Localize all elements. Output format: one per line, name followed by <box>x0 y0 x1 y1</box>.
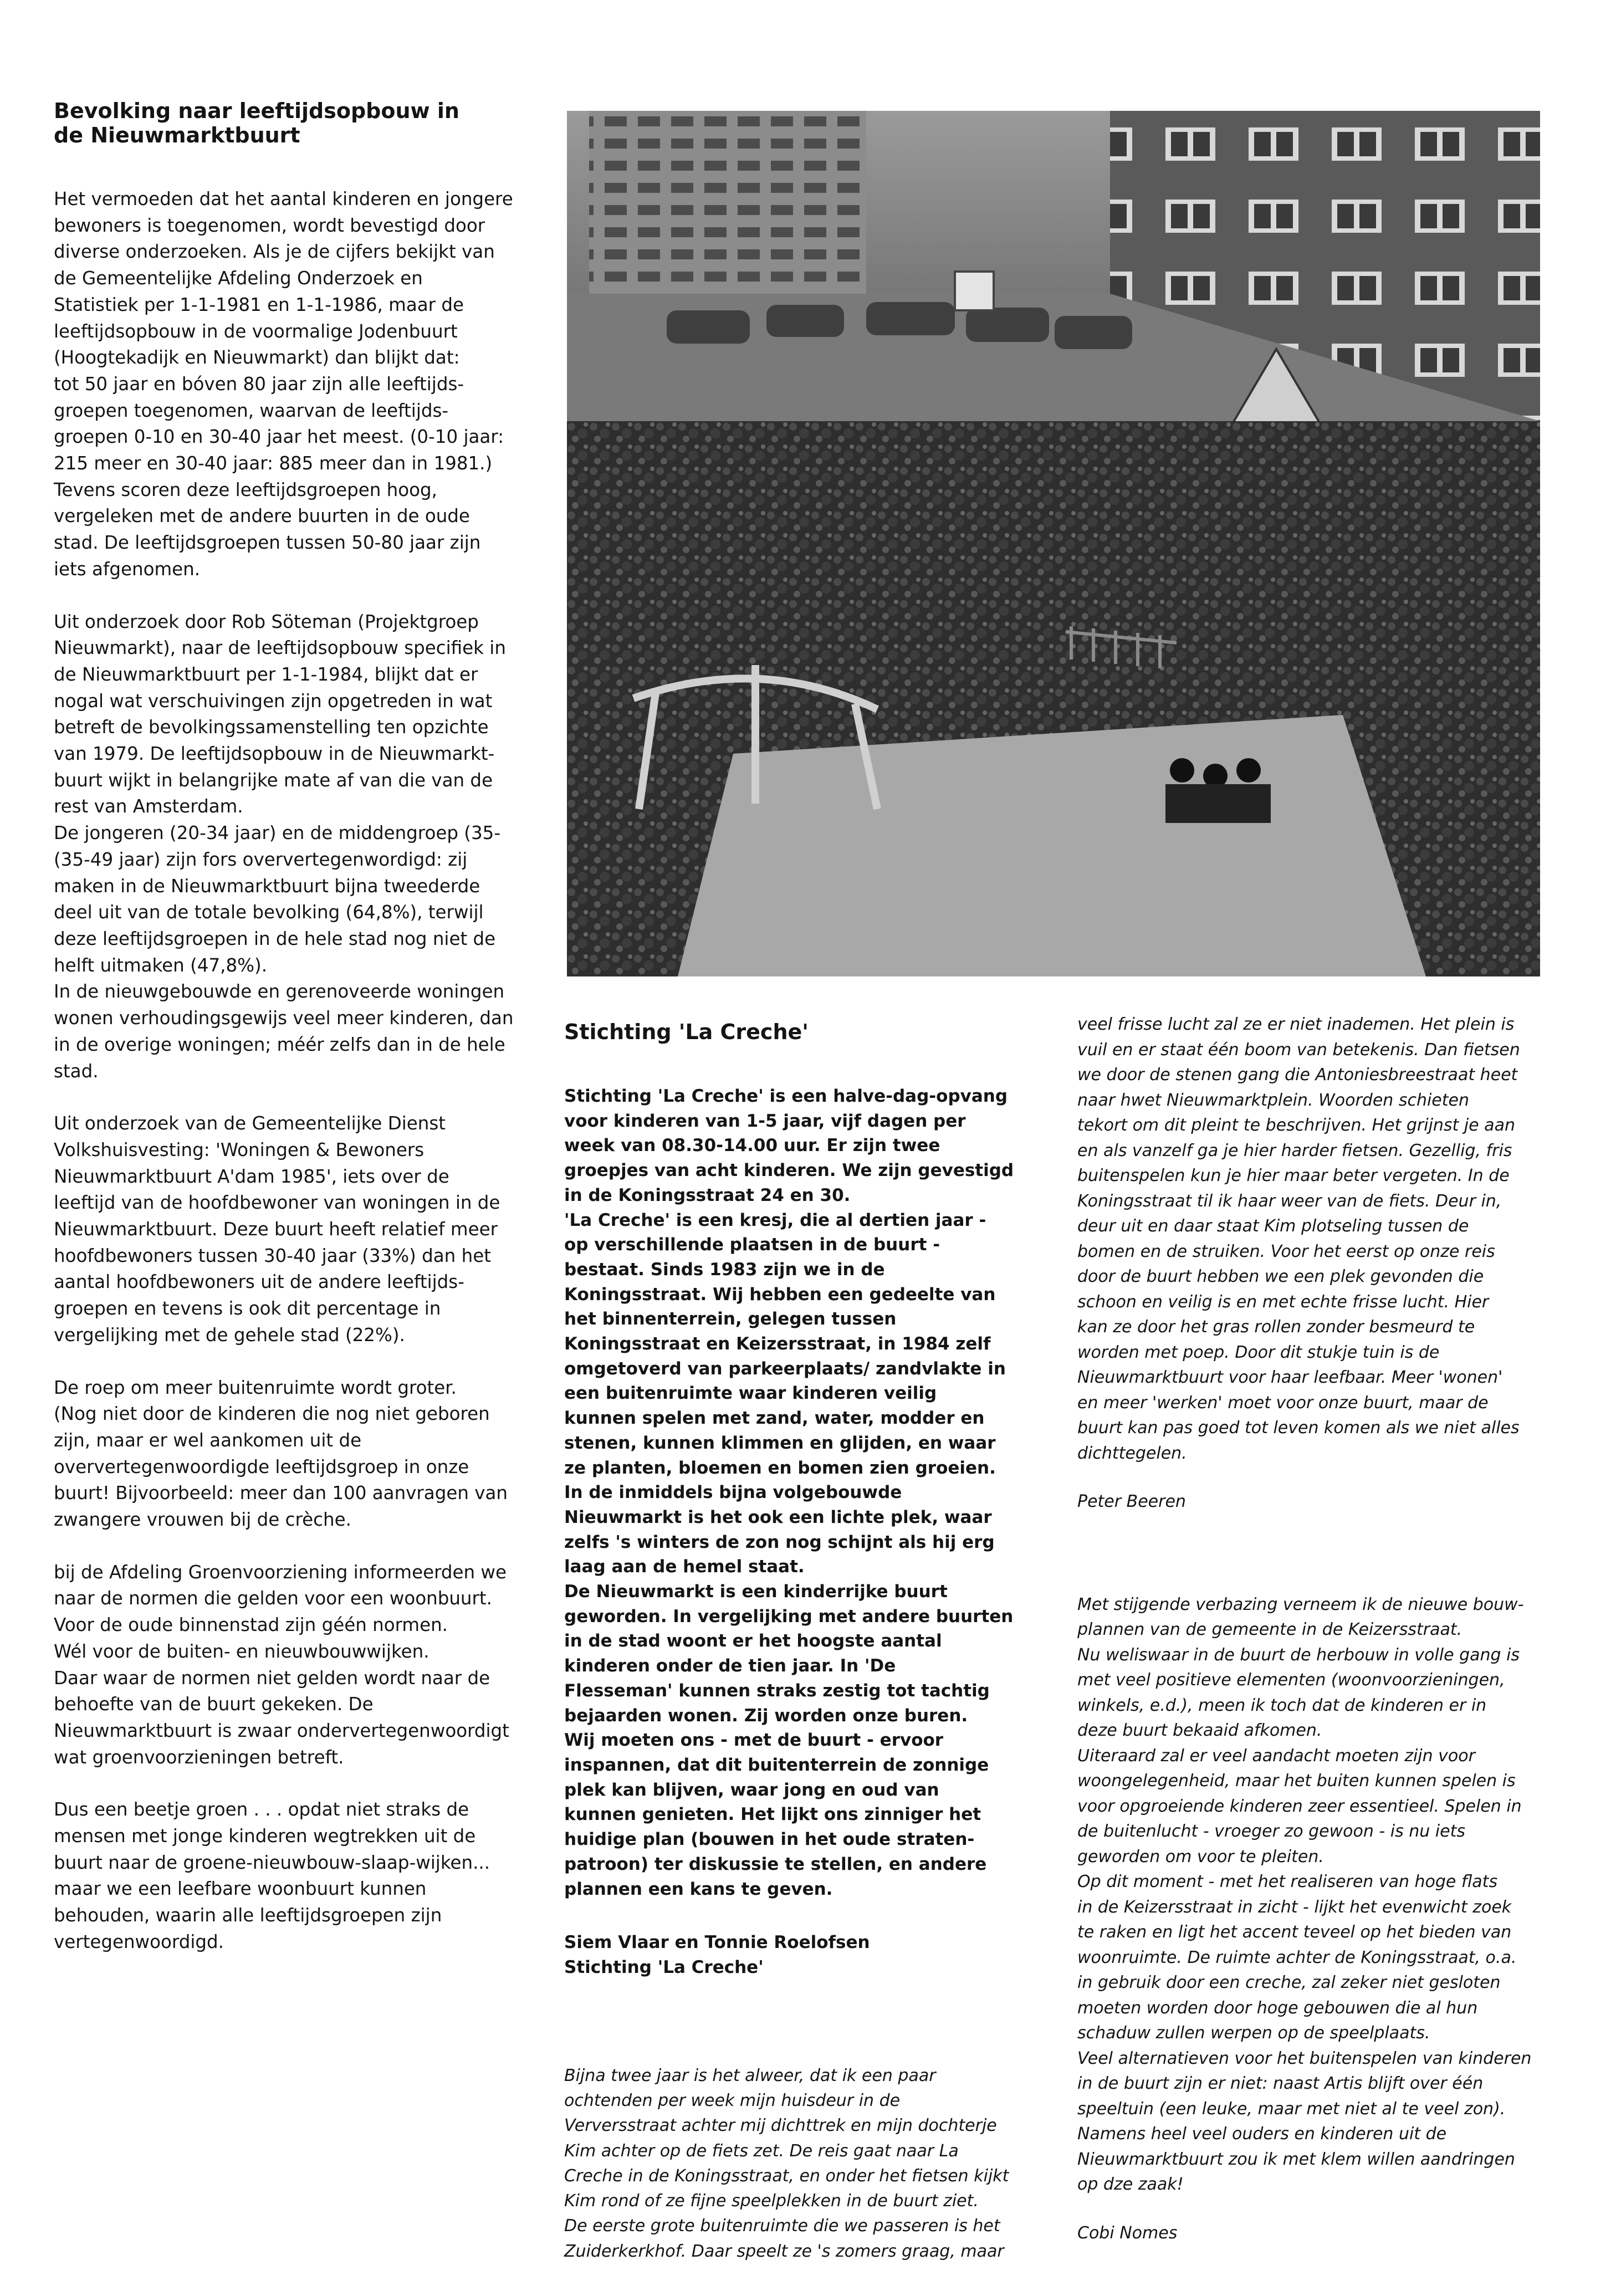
cobi-letter-body: Met stijgende verbazing verneem ik de nieuwe bouw- plannen van de gemeente in de Keizersstraat. Nu weliswaar in de buurt de herbouw in volle gang is met veel positieve elementen (woonvoorzieningen, winkels, e.d.), meen ik toch dat de kinderen er in deze buurt bekaaid afkomen. Uiteraard zal er veel aandacht moeten zijn voor woongelegenheid, maar het buiten kunnen spelen is voor opgroeiende kinderen zeer essentieel. Spelen in de buitenlucht - vroeger zo gewoon - is nu iets geworden om voor te pleiten. Op dit moment - met het realiseren van hoge flats in de Keizersstraat in zicht - lijkt het evenwicht zoek te raken en ligt het accent teveel op het bieden van woonruimte. De ruimte achter de Koningsstraat, o.a. in gebruik door een creche, zal zeker niet gesloten moeten worden door hoge gebouwen die al hun schaduw zullen werpen op de speelplaats. Veel alternatieven voor het buitenspelen van kinderen in de buurt zijn er niet: naast Artis blijft over één speeltuin (een leuke, maar met niet al te veel zon). Namens heel veel ouders en kinderen uit de Nieuwmarktbuurt zou ik met klem willen aandringen op dze zaak! <box>1077 1594 1532 2194</box>
right-column <box>1077 1012 1565 2246</box>
peter-story-part1: Bijna twee jaar is het alweer, dat ik een paar ochtenden per week mijn huisdeur in de Verversstraat achter mij dichttrek en mijn dochterje Kim achter op de fiets zet. De reis gaat naar La Creche in de Koningsstraat, en onder het fietsen kijkt Kim rond of ze fijne speelplekken in de buurt ziet. De eerste grote buitenruimte die we passeren is het Zuiderkerkhof. Daar speelt ze 's zomers graag, maar <box>564 2065 1009 2261</box>
left-paragraph-1: Het vermoeden dat het aantal kinderen en jongere bewoners is toegenomen, wordt bevestigd door diverse onderzoeken. Als je de cijfers bekijkt van de Gemeentelijke Afdeling Onderzoek en Statistiek per 1-1-1981 en 1-1-1986, maar de leeftijdsopbouw in de voormalige Jodenbuurt (Hoogtekadijk en Nieuwmarkt) dan blijkt dat: tot 50 jaar en bóven 80 jaar zijn alle leeftijds- groepen toegenomen, waarvan de leeftijds- groepen 0-10 en 30-40 jaar het meest. (0-10 jaar: 215 meer en 30-40 jaar: 885 meer dan in 1981.) Tevens scoren deze leeftijdsgroepen hoog, vergeleken met de andere buurten in de oude stad. De leeftijdsgroepen tussen 50-80 jaar zijn iets afgenomen. <box>54 188 513 580</box>
creche-article-title: Stichting 'La Creche' <box>564 1020 809 1044</box>
photo-paved-path <box>678 715 1426 976</box>
peter-story-author: Peter Beeren <box>1077 1492 1186 1511</box>
left-paragraph-4: De roep om meer buitenruimte wordt groter. (Nog niet door de kinderen die nog niet geboren zijn, maar er wel aankomen uit de oververtegenwoordigde leeftijdsgroep in onze buurt! Bijvoorbeeld: meer dan 100 aanvragen van zwangere vrouwen bij de crèche. <box>54 1377 508 1531</box>
creche-article-body: Stichting 'La Creche' is een halve-dag-opvang voor kinderen van 1-5 jaar, vijf dagen per week van 08.30-14.00 uur. Er zijn twee groepjes van acht kinderen. We zijn gevestigd in de Koningsstraat 24 en 30. 'La Creche' is een kresj, die al dertien jaar - op verschillende plaatsen in de buurt - bestaat. Sinds 1983 zijn we in de Koningsstraat. Wij hebben een gedeelte van het binnenterrein, gelegen tussen Koningsstraat en Keizersstraat, in 1984 zelf omgetoverd van parkeerplaats/ zandvlakte in een buitenruimte waar kinderen veilig kunnen spelen met zand, water, modder en stenen, kunnen klimmen en glijden, en waar ze planten, bloemen en bomen zien groeien. In de inmiddels bijna volgebouwde Nieuwmarkt is het ook een lichte plek, waar zelfs 's winters de zon nog schijnt als hij erg laag aan de hemel staat. De Nieuwmarkt is een kinderrijke buurt geworden. In vergelijking met andere buurten in de stad woont er het hoogste aantal kinderen onder de tien jaar. In 'De Flesseman' kunnen straks zestig tot tachtig bejaarden wonen. Zij worden onze buren. Wij moeten ons - met de buurt - ervoor inspannen, dat dit buitenterrein de zonnige plek kan blijven, waar jong en oud van kunnen genieten. Het lijkt ons zinniger het huidige plan (bouwen in het oude straten- patroon) ter diskussie te stellen, en andere plannen een kans te geven. <box>564 1086 1014 1899</box>
left-article <box>54 99 536 1956</box>
left-paragraph-2: Uit onderzoek door Rob Söteman (Projektgroep Nieuwmarkt), naar de leeftijdsopbouw specifiek in de Nieuwmarktbuurt per 1-1-1984, blijkt dat er nogal wat verschuivingen zijn opgetreden in wat betreft de bevolkingssamenstelling ten opzichte van 1979. De leeftijdsopbouw in de Nieuwmarkt- buurt wijkt in belangrijke mate af van die van de rest van Amsterdam. De jongeren (20-34 jaar) en de middengroep (35- (35-49 jaar) zijn fors oververtegenwordigd: zij maken in de Nieuwmarktbuurt bijna tweederde deel uit van de totale bevolking (64,8%), terwijl deze leeftijdsgroepen in de hele stad nog niet de helft uitmaken (47,8%). In de nieuwgebouwde en gerenoveerde woningen wonen verhoudingsgewijs veel meer kinderen, dan in de overige woningen; méér zelfs dan in de hele stad. <box>54 611 514 1082</box>
courtyard-photo <box>567 111 1540 976</box>
photo-people <box>1165 758 1271 823</box>
creche-article <box>564 1020 1052 2264</box>
creche-article-signature: Siem Vlaar en Tonnie Roelofsen Stichting 'La Creche' <box>564 1932 870 1977</box>
peter-story-part2: veel frisse lucht zal ze er niet inademen. Het plein is vuil en er staat één boom van betekenis. Dan fietsen we door de stenen gang die Antoniesbreestraat heet naar hwet Nieuwmarktplein. Woorden schieten tekort om dit pleint te beschrijven. Het grijnst je aan en als vanzelf ga je hier harder fietsen. Gezellig, fris buitenspelen kun je hier maar beter vergeten. In de Koningsstraat til ik haar weer van de fiets. Deur in, deur uit en daar staat Kim plotseling tussen de bomen en de struiken. Voor het eerst op onze reis door de buurt hebben we een plek gevonden die schoon en veilig is en met echte frisse lucht. Hier kan ze door het gras rollen zonder besmeurd te worden met poep. Door dit stukje tuin is de Nieuwmarktbuurt voor haar leefbaar. Meer 'wonen' en meer 'werken' moet voor onze buurt, maar de buurt kan pas goed tot leven komen als we niet alles dichttegelen. <box>1077 1015 1520 1463</box>
photo-basketball-board <box>955 272 994 310</box>
photo-flats-building <box>589 111 866 294</box>
left-paragraph-5: bij de Afdeling Groenvoorziening informeerden we naar de normen die gelden voor een woonbuurt. Voor de oude binnenstad zijn géén normen. Wél voor de buiten- en nieuwbouwwijken. Daar waar de normen niet gelden wordt naar de behoefte van de buurt gekeken. De Nieuwmarktbuurt is zwaar ondervertegenwoordigt wat groenvoorzieningen betreft. <box>54 1561 509 1768</box>
left-paragraph-3: Uit onderzoek van de Gemeentelijke Dienst Volkshuisvesting: 'Woningen & Bewoners Nieuwmarktbuurt A'dam 1985', iets over de leeftijd van de hoofdbewoner van woningen in de Nieuwmarktbuurt. Deze buurt heeft relatief meer hoofdbewoners tussen 30-40 jaar (33%) dan het aantal hoofdbewoners uit de andere leeftijds- groepen en tevens is ook dit percentage in vergelijking met de gehele stad (22%). <box>54 1113 500 1346</box>
cobi-letter-author: Cobi Nomes <box>1077 2223 1178 2243</box>
left-article-title: Bevolking naar leeftijdsopbouw in de Nieuwmarktbuurt <box>54 99 459 147</box>
left-paragraph-6: Dus een beetje groen . . . opdat niet straks de mensen met jonge kinderen wegtrekken uit de buurt naar de groene-nieuwbouw-slaap-wijken... maar we een leefbare woonbuurt kunnen behouden, waarin alle leeftijdsgroepen zijn vertegenwoordigd. <box>54 1799 490 1952</box>
